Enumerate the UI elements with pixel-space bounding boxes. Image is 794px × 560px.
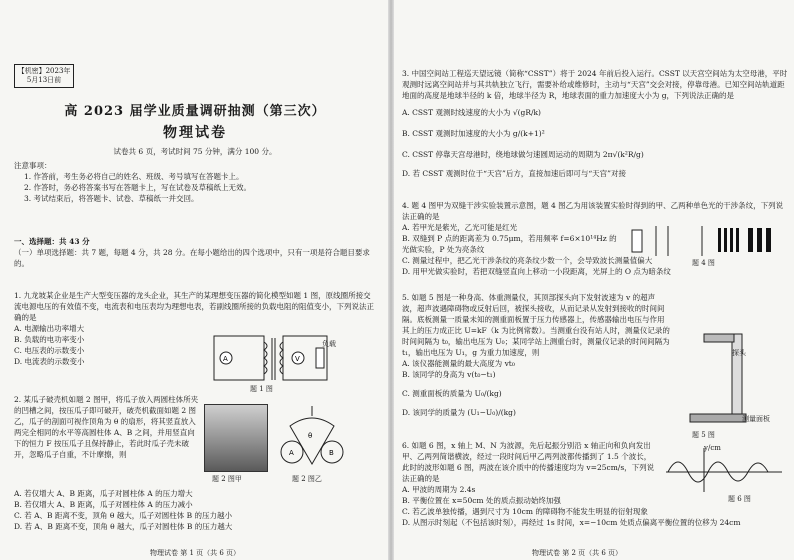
figure-5-caption: 题 5 图 [692,431,715,439]
wave-graph [664,446,786,494]
figure-2a-caption: 题 2 图甲 [212,475,242,483]
figure-4-caption: 题 4 图 [692,259,715,267]
page-footer: 物理试卷 第 2 页（共 6 页） [532,549,623,557]
option: C. 测重面板的质量为 U₀/(kg) [402,389,502,398]
figure-6-caption: 题 6 图 [728,495,751,503]
svg-text:A: A [223,355,228,363]
sheller-photo [204,404,268,472]
option: B. 双缝到 P 点的距离差为 0.75μm，若用频率 f=6×10¹⁴Hz 的光做实验，P 处为亮条纹 [402,234,617,254]
note-item: 3. 考试结束后，将答题卡、试卷、草稿纸一并交回。 [24,194,199,203]
option: A. 甲波的周期为 2.4s [402,485,476,494]
figure-2b-caption: 题 2 图乙 [292,475,322,483]
section-1 [14,236,376,269]
probe-label: 探头 [732,349,746,357]
option: C. CSST 停靠天宫母港时，绕地球做匀速圆周运动的周期为 2π√(k²R/g) [402,150,644,159]
option: C. 若 A、B 距离不变，顶角 θ 越大，瓜子对圆柱体 B 的压力越小 [14,511,232,520]
option: B. CSST 观测时加速度的大小为 g/(k+1)² [402,129,545,138]
svg-text:A: A [289,449,294,457]
page-footer: 物理试卷 第 1 页（共 6 页） [150,549,241,557]
section-subheading: （一）单项选择题：共 7 题，每题 4 分，共 28 分。在每小题给出的四个选项中，只有一项是符合题目要求的。 [14,248,370,268]
load-label: 负载 [322,340,336,348]
option: A. 若甲光是紫光，乙光可能是红光 [402,223,518,232]
svg-text:θ: θ [308,432,313,440]
question-3 [402,68,788,179]
svg-text:B: B [329,449,334,457]
option: D. 该同学的质量为 (U₁−U₀)/(kg) [402,408,516,417]
notes-heading: 注意事项： [14,161,52,170]
notes [14,160,376,204]
note-item: 1. 作答前，考生务必将自己的姓名、班级、考号填写在答题卡上。 [24,172,244,181]
section-heading: 一、选择题：共 43 分 [14,237,90,246]
option: D. 若 A、B 距离不变，顶角 θ 越大，瓜子对圆柱体 B 的压力越大 [14,522,233,531]
option: A. 该仪器能测量的最大高度为 vt₀ [402,359,515,368]
option: D. 从图示时刻起（不包括该时刻），再经过 1s 时间，x=−10cm 处质点偏离平衡位置的位移为 24cm [402,518,741,527]
figure-1-caption: 题 1 图 [250,385,273,393]
plate-label: 测量面板 [742,415,770,423]
question-stem: 5. 如题 5 图是一种身高、体重测量仪，其顶部探头向下发射波速为 v 的超声波，超声波遇障碍物或反射后回，被探头接收，从而记录从发射到接收的时间间隔。底板测量一质量未知的测重面板置于压力传感器上，传感器输出电压与作用其上的压力成正比 U=kF（k 为比例常数）。当测重台没有站人时，测量仪记录的时间间隔为 t₀，输出电压为 U₀；某同学站上测重台时，测量仪记录的时间间隔为 t₁，输出电压为 U₁，g 为重力加速度，则 [402,293,670,357]
note-item: 2. 作答时，务必将答案书写在答题卡上，写在试卷及草稿纸上无效。 [24,183,252,192]
double-slit-diagram [628,222,778,260]
option: B. 该同学的身高为 v(t₀−t₁) [402,370,496,379]
option: A. CSST 观测时线速度的大小为 √(gR/k) [402,108,541,117]
page-2 [392,0,794,560]
exam-title: 高 2023 届学业质量调研抽测（第三次） [64,104,326,119]
option: A. 电源输出功率增大 [14,324,85,333]
transformer-diagram [212,330,334,390]
option: B. 平衡位置在 x=50cm 处的质点振动始终加强 [402,496,561,505]
question-stem: 6. 如题 6 图，x 轴上 M、N 为波源，先后起振分别沿 x 轴正向和负向发出甲、乙两列简谐横波，经过一段时间后甲乙两列波都传播到了 1.5 个波长，此时的波形如题 6 图，两波在该介质中的传播速度均为 v=25cm/s，下列说法正确的是 [402,441,655,483]
option: C. 若乙波单独传播，遇到尺寸为 10cm 的障碍物不能发生明显的衍射现象 [402,507,648,516]
question-2-options [14,488,376,532]
option: C. 测量过程中，把乙光干涉条纹的亮条纹少数一个，会导致波长测量值偏大 [402,256,653,265]
page-1 [0,0,390,560]
option: B. 若仅增大 A、B 距离，瓜子对圆柱体 A 的压力减小 [14,500,193,509]
option: D. 用甲光做实验时，若把双缝竖直向上移动一小段距离，光屏上的 O 点为暗条纹 [402,267,671,276]
exam-meta: 试卷共 6 页，考试时间 75 分钟，满分 100 分。 [113,147,277,156]
seed-cross-section [270,404,354,476]
question-stem: 2. 某瓜子破壳机如题 2 图甲，将瓜子放入两圆柱体所夹的凹槽之间，按压瓜子即可破开，破壳机截面如题 2 图乙，瓜子的剖面可视作顶角为 θ 的扇形，将其竖直放入两完全相同的水平等高圆柱体 A、B 之间，并用竖直向下的恒力 F 按压瓜子且保持静止，若此时瓜子壳未破开，忽略瓜子自重，不计摩擦，则 [14,395,199,459]
option: D. 电流表的示数变小 [14,357,85,366]
question-stem: 3. 中国空间站工程巡天望远镜（简称“CSST”）将于 2024 年前后投入运行。CSST 以天宫空间站为太空母港，平时观测时远离空间站并与其共轨独立飞行，需要补给或维修时，主动与“天宫”交会对接，停靠母港。已知空间站轨道距地面的高度是地球半径的 k 倍，地球半径为 R，地球表面的重力加速度大小为 g，下列说法正确的是 [402,69,788,100]
option: C. 电压表的示数变小 [14,346,85,355]
option: D. 若 CSST 观测时位于“天宫”后方，直接加速后即可与“天宫”对接 [402,169,627,178]
question-stem: 1. 九龙坡某企业是生产大型变压器的龙头企业，其生产的某理想变压器的简化模型如题 1 图，原线圈所接交流电源电压的有效值不变，电流表和电压表均为理想电表，若副线圈所接的负载电阻的阻值变小，下列说法正确的是 [14,291,374,322]
option: B. 负载的电功率变小 [14,335,85,344]
option: A. 若仅增大 A、B 距离，瓜子对圆柱体 A 的压力增大 [14,489,193,498]
subject-title: 物理试卷 [163,125,227,141]
svg-text:V: V [295,355,300,363]
secret-badge: 【机密】2023年 5月13日前 [14,64,74,88]
question-stem: 4. 题 4 图甲为双缝干涉实验装置示意图，题 4 图乙为用该装置实验时得到的甲、乙两种单色光的干涉条纹，下列说法正确的是 [402,201,784,221]
y-axis-label: y/cm [704,444,721,452]
